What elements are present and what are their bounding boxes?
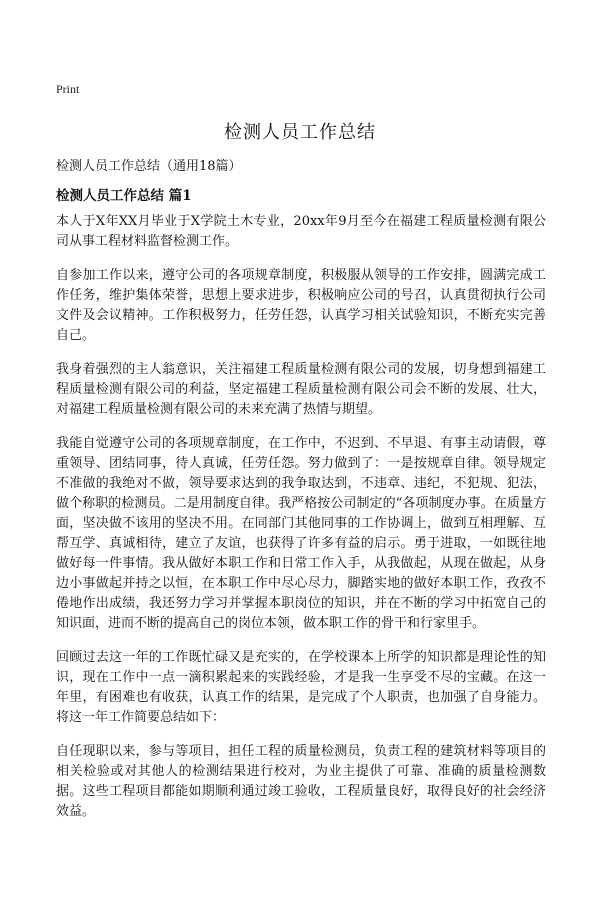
paragraph-5: 回顾过去这一年的工作既忙碌又是充实的，在学校课本上所学的知识都是理论性的知识，现在工作中一点一滴积累起来的实践经验，才是我一生享受不尽的宝藏。在这一年里，有困难也有收获，认真工作的结果，是完成了个人职责，也加强了自身能力。将这一年工作简要总结如下： <box>56 650 546 725</box>
article-body <box>56 212 546 836</box>
paragraph-4: 我能自觉遵守公司的各项规章制度，在工作中，不迟到、不早退、有事主动请假，尊重领导、团结同事，待人真诚，任劳任怨。努力做到了：一是按规章自律。领导规定不准做的我绝对不做，领导要求达到的我争取达到，不违章、违纪，不犯规、犯法，做个称职的检测员。二是用制度自律。我严格按公司制定的“各项制度办事。在质量方面，坚决做不该用的坚决不用。在同部门其他同事的工作协调上，做到互相理解、互帮互学、真诚相待，建立了友谊，也获得了许多有益的启示。勇于进取，一如既往地做好每一件事情。我从做好本职工作和日常工作入手，从我做起，从现在做起，从身边小事做起并持之以恒，在本职工作中尽心尽力，脚踏实地的做好本职工作，孜孜不倦地作出成绩，我还努力学习并掌握本职岗位的知识，并在不断的学习中拓宽自己的知识面，进而不断的提高自己的岗位本领，做本职工作的骨干和行家里手。 <box>56 436 546 631</box>
paragraph-1: 本人于X年XX月毕业于X学院土木专业，20xx年9月至今在福建工程质量检测有限公司从事工程材料监督检测工作。 <box>56 214 546 249</box>
page-title: 检测人员工作总结 <box>224 122 376 143</box>
paragraph-3: 我身着强烈的主人翁意识，关注福建工程质量检测有限公司的发展，切身想到福建工程质量检测有限公司的利益，坚定福建工程质量检测有限公司会不断的发展、壮大，对福建工程质量检测有限公司的未来充满了热情与期望。 <box>56 362 546 417</box>
document-subtitle: 检测人员工作总结（通用18篇） <box>56 159 242 174</box>
section-heading: 检测人员工作总结 篇1 <box>56 188 192 204</box>
print-link[interactable]: Print <box>56 82 80 96</box>
paragraph-2: 自参加工作以来，遵守公司的各项规章制度，积极服从领导的工作安排，圆满完成工作任务，维护集体荣誉，思想上要求进步，积极响应公司的号召，认真贯彻执行公司文件及会议精神。工作积极努力，任劳任怨，认真学习相关试验知识，不断充实完善自己。 <box>56 268 546 343</box>
paragraph-6: 自任现职以来，参与等项目，担任工程的质量检测员，负责工程的建筑材料等项目的相关检验或对其他人的检测结果进行校对，为业主提供了可靠、准确的质量检测数据。这些工程项目都能如期顺利通过竣工验收，工程质量良好，取得良好的社会经济效益。 <box>56 744 546 819</box>
